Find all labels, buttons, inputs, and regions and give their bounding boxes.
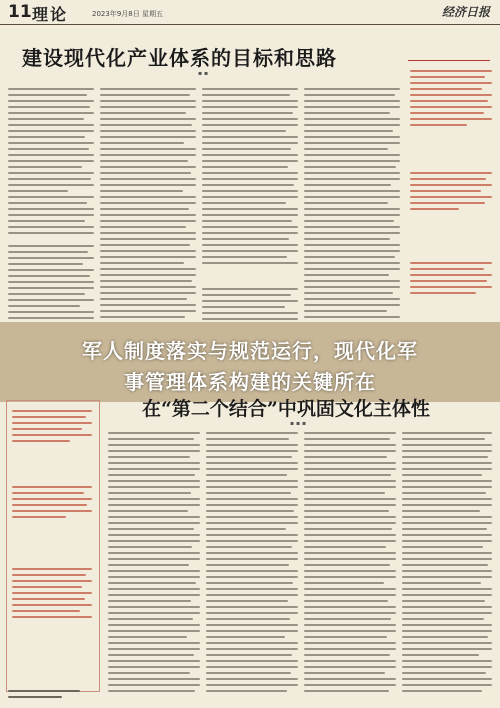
overlay-line-2: 事管理体系构建的关键所在 <box>124 370 376 394</box>
sidebar-quote-1 <box>410 70 492 160</box>
byline-1: ▪ ▪ <box>198 70 209 77</box>
text-column-2a <box>108 432 200 700</box>
overlay-line-1: 军人制度落实与规范运行，现代化军 <box>82 339 418 363</box>
byline-2: ▪ ▪ ▪ <box>290 420 307 427</box>
text-column-1a-lower <box>8 245 94 323</box>
page-number: 11 <box>8 2 32 22</box>
text-column-1b <box>100 88 196 323</box>
sidebar-quote-5 <box>12 486 92 546</box>
sidebar-quote-4 <box>12 410 92 466</box>
text-column-1a <box>8 88 94 238</box>
text-column-2b <box>206 432 298 700</box>
text-column-2c <box>304 432 396 700</box>
editor-credit <box>8 690 98 702</box>
masthead <box>0 0 500 25</box>
newspaper-logo: 经济日报 <box>441 5 490 19</box>
sidebar-quote-6 <box>12 568 92 658</box>
issue-date: 2023年9月8日 星期五 <box>92 10 163 18</box>
article-title-1: 建设现代化产业体系的目标和思路 <box>22 46 337 70</box>
text-column-2d <box>402 432 492 700</box>
sidebar-quote-3 <box>410 262 492 320</box>
text-column-1c <box>202 88 298 278</box>
sidebar-rule <box>408 60 490 61</box>
caption-overlay <box>0 322 500 402</box>
article-title-2: 在“第二个结合”中巩固文化主体性 <box>142 398 430 420</box>
sidebar-quote-2 <box>410 172 492 234</box>
text-column-1d <box>304 88 400 323</box>
section-name: 理论 <box>32 5 69 24</box>
text-column-1c-lower <box>202 288 298 322</box>
